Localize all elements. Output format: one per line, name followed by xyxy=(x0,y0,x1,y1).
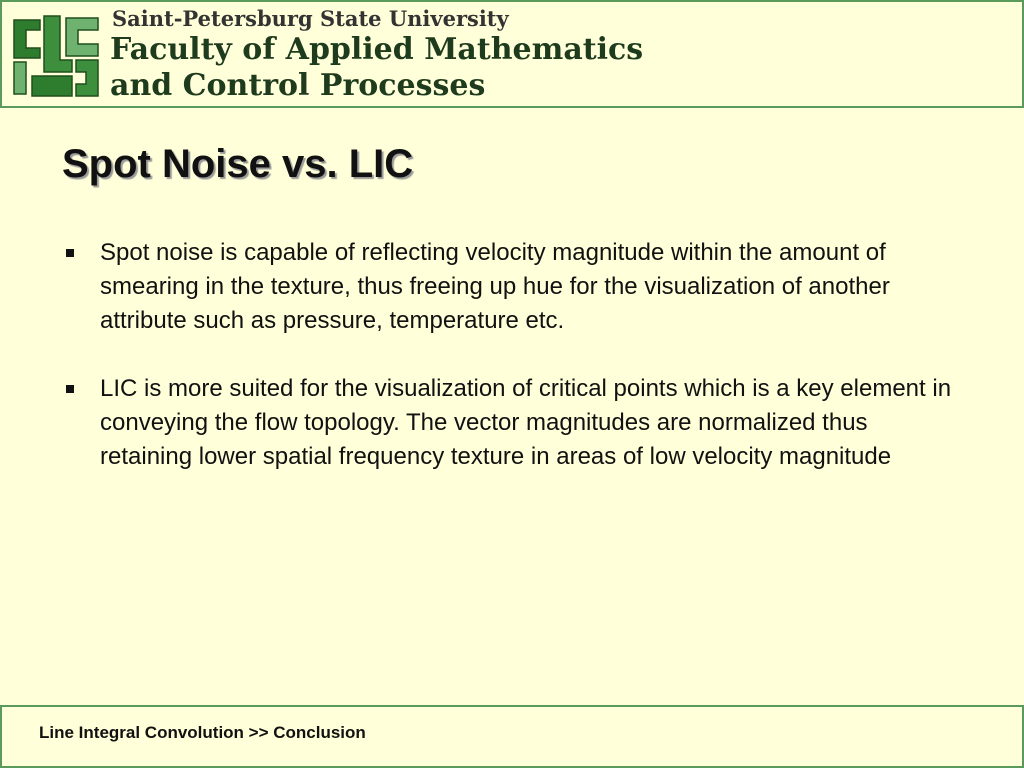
faculty-line-1: Faculty of Applied Mathematics xyxy=(110,32,644,67)
square-bullet-icon xyxy=(66,385,74,393)
bullet-item xyxy=(62,236,962,338)
slide-footer xyxy=(0,705,1024,768)
bullet-text: LIC is more suited for the visualization of critical points which is a key element in conveying the flow topology. The vector magnitudes are normalized thus retaining lower spatial frequency texture in areas of low velocity magnitude xyxy=(100,375,952,470)
slide-title: Spot Noise vs. LIC xyxy=(62,142,414,186)
footer-breadcrumb: Line Integral Convolution >> Conclusion xyxy=(39,723,366,742)
bullet-item xyxy=(62,372,962,474)
faculty-logo-icon xyxy=(10,10,102,102)
square-bullet-icon xyxy=(66,249,74,257)
university-name: Saint-Petersburg State University xyxy=(112,6,509,31)
bullet-text: Spot noise is capable of reflecting velocity magnitude within the amount of smearing in the texture, thus freeing up hue for the visualization of another attribute such as pressure, temperature etc. xyxy=(100,239,890,334)
faculty-name xyxy=(110,32,643,104)
bullet-list xyxy=(62,236,962,508)
slide-header xyxy=(0,0,1024,108)
faculty-line-2: and Control Processes xyxy=(110,68,486,103)
